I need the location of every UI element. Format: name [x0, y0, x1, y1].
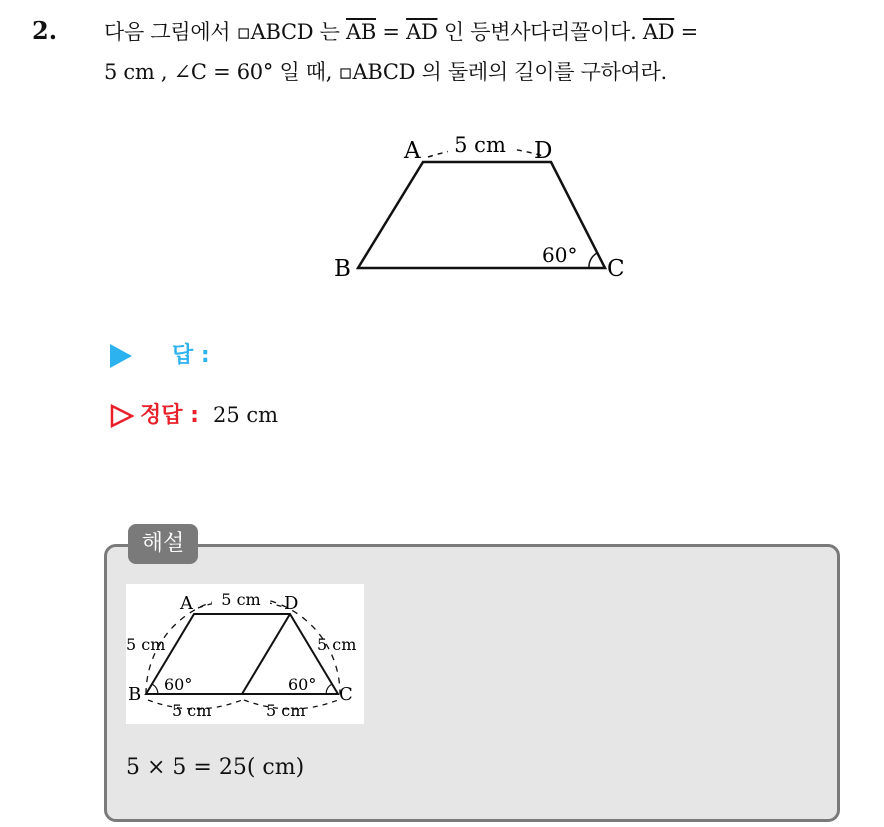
vertex-d-label: D — [284, 593, 299, 614]
explanation-tab: 해설 — [128, 524, 198, 564]
play-outline-icon — [110, 404, 134, 428]
question-text-part: = — [674, 20, 698, 44]
explanation-formula: 5 × 5 = 25( cm) — [126, 755, 305, 780]
play-marker-icon — [110, 344, 132, 368]
trapezoid-figure — [330, 126, 640, 286]
answer-row — [110, 338, 210, 369]
angle-c-label: 60° — [542, 243, 578, 267]
question-text-part: 인 등변사다리꼴이다. — [437, 20, 643, 44]
question-text-part: 다음 그림에서 ▫ABCD 는 — [104, 20, 347, 44]
solution-row — [110, 398, 278, 429]
segment-ad: $\overline{AD}$ — [642, 20, 675, 44]
angle-c-label: 60° — [288, 675, 317, 694]
question-text-line2: 5 cm , ∠C = 60° 일 때, ▫ABCD 의 둘레의 길이를 구하여라. — [104, 60, 667, 84]
explanation-figure — [126, 584, 364, 724]
angle-c-arc — [589, 253, 597, 268]
segment-ab: $\overline{AB}$ — [346, 20, 377, 44]
answer-label: 답 : — [172, 343, 210, 368]
equals-sign: = — [376, 20, 407, 44]
vertex-a-label: A — [404, 138, 421, 164]
vertex-a-label: A — [180, 593, 193, 614]
angle-b-label: 60° — [164, 675, 193, 694]
vertex-b-label: B — [334, 256, 351, 282]
vertex-b-label: B — [128, 684, 142, 705]
left-length-label: 5 cm — [126, 635, 166, 654]
solution-label: 정답 : — [140, 403, 199, 428]
bottom-right-length-label: 5 cm — [266, 701, 306, 720]
question-text-line1 — [104, 16, 698, 46]
vertex-d-label: D — [534, 138, 553, 164]
top-length-label: 5 cm — [454, 133, 506, 157]
vertex-c-label: C — [607, 256, 625, 282]
question-number: 2. — [32, 16, 58, 45]
top-length-label: 5 cm — [221, 590, 261, 609]
right-length-label: 5 cm — [317, 635, 357, 654]
bottom-left-length-label: 5 cm — [172, 701, 212, 720]
segment-ad: $\overline{AD}$ — [406, 20, 438, 44]
vertex-c-label: C — [339, 684, 353, 705]
solution-value: 25 cm — [212, 403, 279, 427]
